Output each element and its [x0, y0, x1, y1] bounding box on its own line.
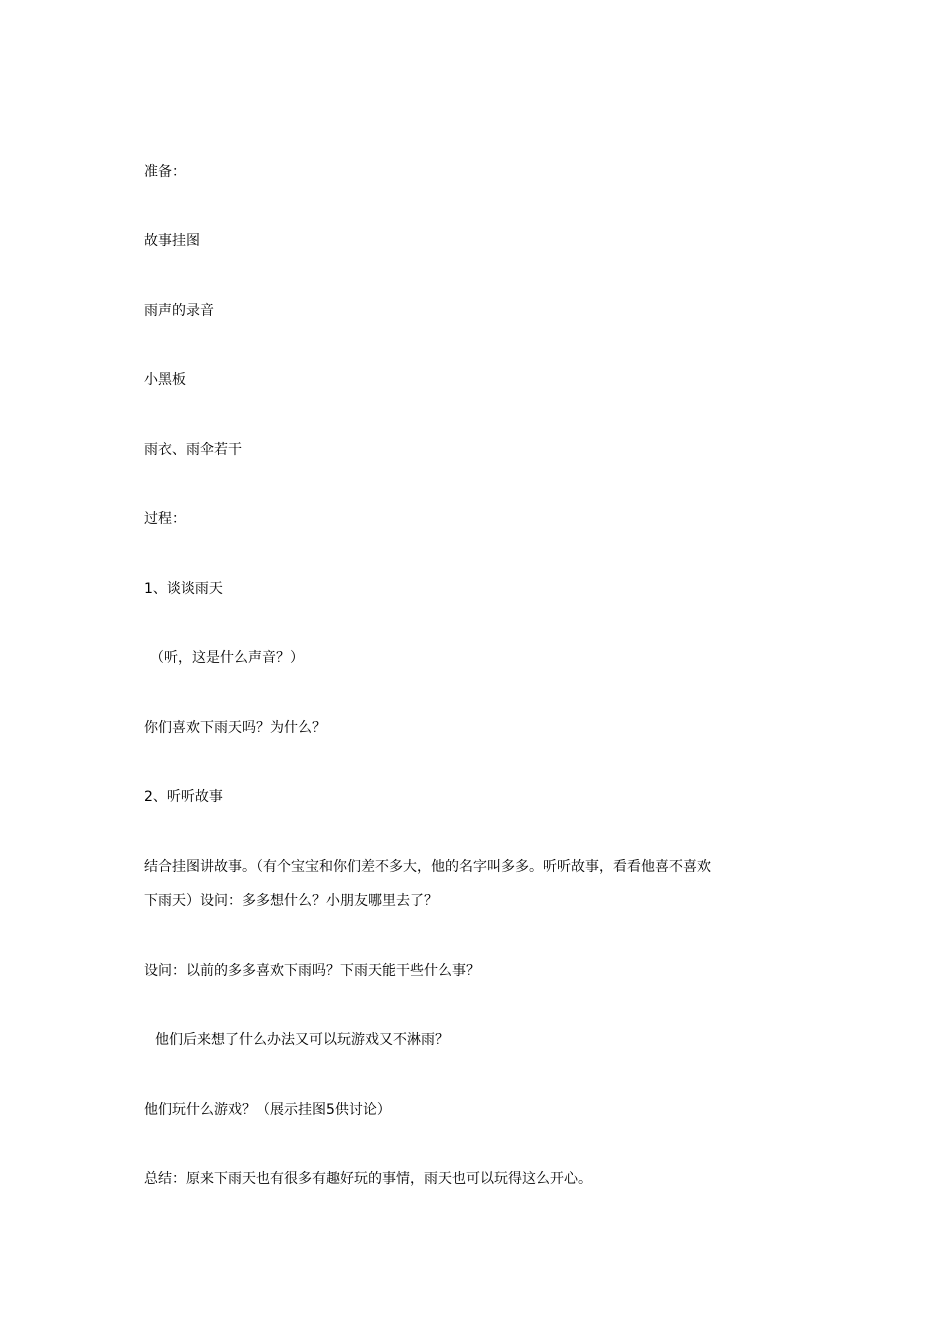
- heading-preparation: 准备：: [144, 164, 186, 180]
- paragraph: 你们喜欢下雨天吗？为什么？: [144, 720, 326, 736]
- summary-paragraph: 总结：原来下雨天也有很多有趣好玩的事情，雨天也可以玩得这么开心。: [144, 1171, 592, 1187]
- paragraph: （听，这是什么声音？）: [150, 650, 304, 666]
- paragraph: 下雨天）设问：多多想什么？小朋友哪里去了？: [144, 893, 438, 909]
- material-item: 雨声的录音: [144, 303, 214, 319]
- material-item: 故事挂图: [144, 233, 200, 249]
- step-heading: 1、谈谈雨天: [144, 581, 223, 597]
- material-item: 雨衣、雨伞若干: [144, 442, 242, 458]
- paragraph: 他们后来想了什么办法又可以玩游戏又不淋雨？: [155, 1032, 449, 1048]
- paragraph: 结合挂图讲故事。（有个宝宝和你们差不多大，他的名字叫多多。听听故事，看看他喜不喜欢: [144, 859, 711, 875]
- paragraph: 设问：以前的多多喜欢下雨吗？下雨天能干些什么事？: [144, 963, 480, 979]
- heading-process: 过程：: [144, 511, 186, 527]
- step-heading: 2、听听故事: [144, 789, 223, 805]
- paragraph: 他们玩什么游戏？（展示挂图5供讨论）: [144, 1102, 391, 1118]
- material-item: 小黑板: [144, 372, 186, 388]
